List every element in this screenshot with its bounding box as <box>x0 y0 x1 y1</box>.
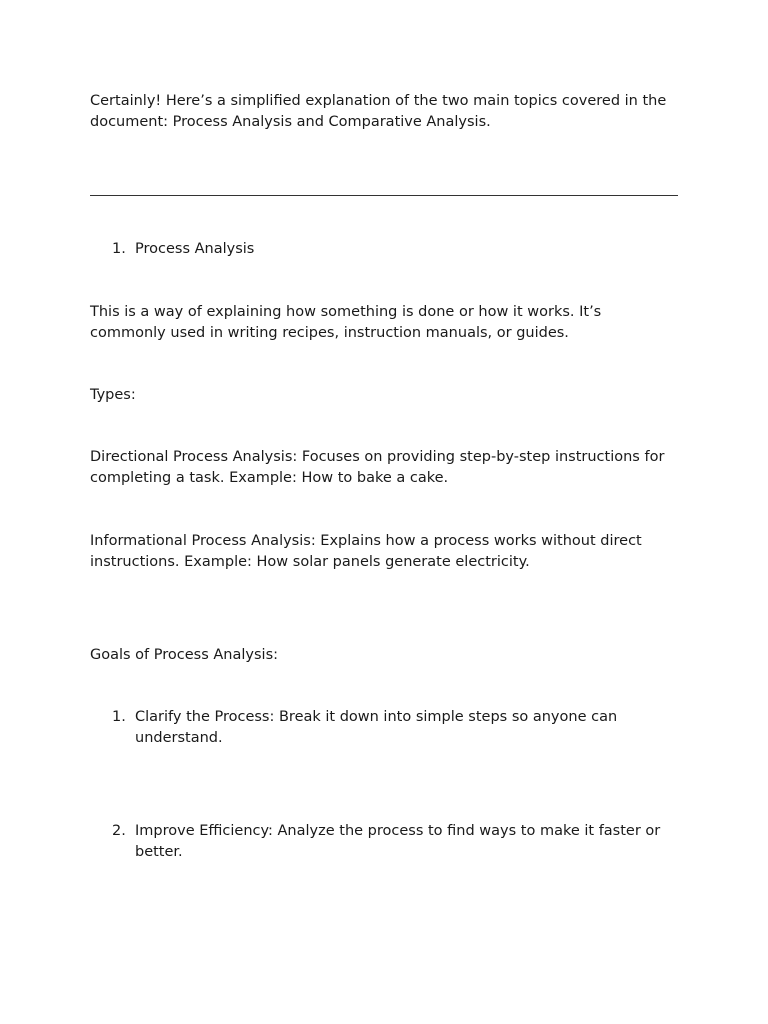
goals-label: Goals of Process Analysis: <box>90 647 279 663</box>
goal-text: Improve Efficiency: Analyze the process to find ways to make it faster or better. <box>135 823 661 860</box>
goal-text: Clarify the Process: Break it down into simple steps so anyone can understand. <box>135 709 618 746</box>
definition-paragraph: This is a way of explaining how something is done or how it works. It’s commonly used in writing recipes, instruction manuals, or guides. <box>90 304 602 341</box>
intro-paragraph: Certainly! Here’s a simplified explanation of the two main topics covered in the document: Process Analysis and Comparative Analysis. <box>90 93 667 130</box>
list-number: 1. <box>112 709 126 725</box>
list-number: 1. <box>112 241 126 257</box>
section-heading-text: Process Analysis <box>135 241 255 257</box>
goal-item-efficiency <box>90 821 678 863</box>
list-number: 2. <box>112 823 126 839</box>
section-heading-process-analysis <box>90 239 678 260</box>
type-directional-paragraph: Directional Process Analysis: Focuses on providing step-by-step instructions for completing a task. Example: How to bake a cake. <box>90 449 665 486</box>
types-label: Types: <box>90 387 136 403</box>
goal-item-clarify <box>90 707 678 749</box>
horizontal-divider <box>90 195 678 196</box>
type-informational-paragraph: Informational Process Analysis: Explains how a process works without direct instructions. Example: How solar panels generate electricity. <box>90 533 642 570</box>
